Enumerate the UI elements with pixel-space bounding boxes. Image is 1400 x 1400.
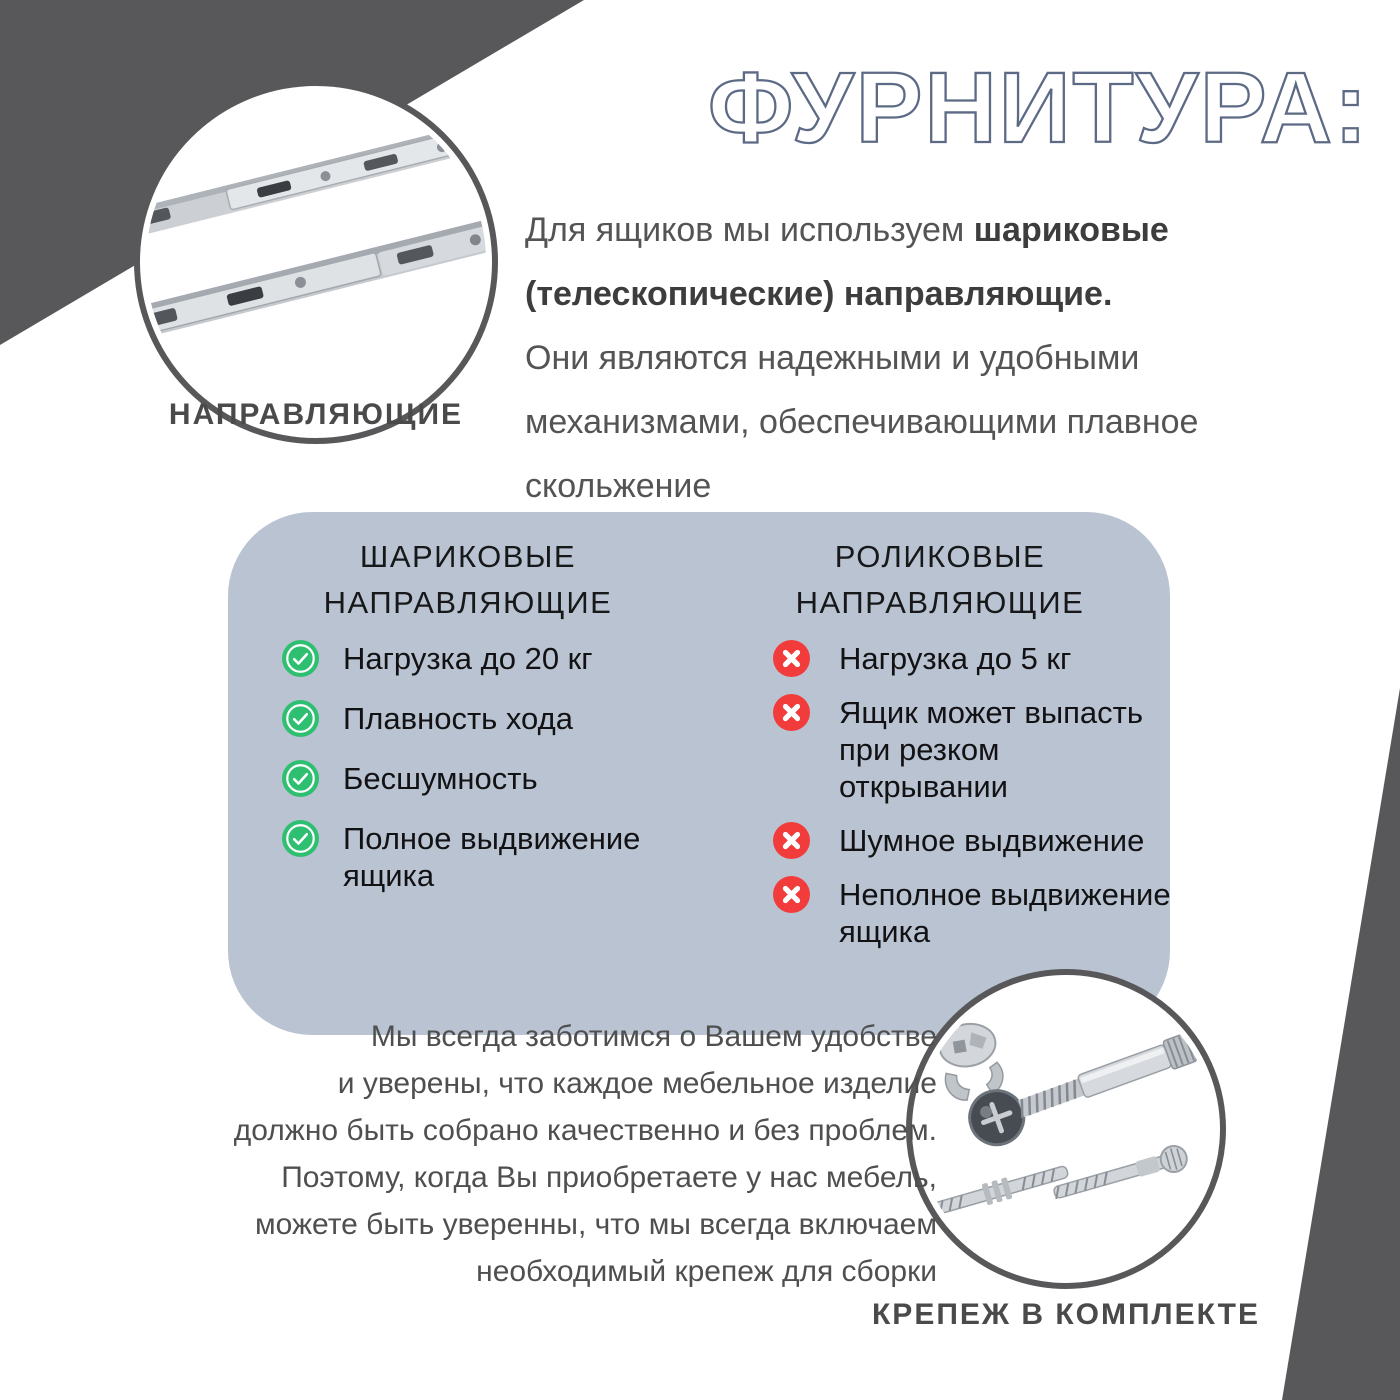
list-item: Плавность хода — [282, 700, 702, 737]
page-title: ФУРНИТУРА: — [708, 52, 1370, 164]
assembly-line-6: необходимый крепеж для сборки — [476, 1255, 937, 1288]
dowel-screw — [926, 1161, 1070, 1222]
dowel-screw — [1051, 1143, 1190, 1206]
cross-icon — [773, 876, 810, 913]
cross-icon — [773, 694, 810, 731]
list-item: Нагрузка до 5 кг — [773, 640, 1173, 677]
ball-slides-feature-list — [282, 640, 702, 894]
roller-slides-feature-list — [773, 640, 1173, 950]
assembly-line-1: Мы всегда заботимся о Вашем удобстве — [370, 1020, 937, 1053]
fasteners-photo — [906, 969, 1226, 1289]
list-item: Бесшумность — [282, 760, 702, 797]
fasteners-label: КРЕПЕЖ В КОМПЛЕКТЕ — [871, 1298, 1261, 1331]
drawer-slides-illustration — [140, 86, 492, 438]
list-item: Полное выдвижение ящика — [282, 820, 702, 894]
intro-line-2: (телескопические) направляющие. — [525, 275, 1113, 313]
assembly-paragraph — [60, 1013, 937, 1295]
check-icon — [282, 760, 319, 797]
assembly-line-4: Поэтому, когда Вы приобретаете у нас мебель, — [281, 1161, 937, 1194]
intro-line-3: Они являются надежными и удобными — [525, 339, 1140, 377]
cross-icon — [773, 640, 810, 677]
roller-slides-heading: РОЛИКОВЫЕ НАПРАВЛЯЮЩИЕ — [795, 539, 1085, 620]
list-item: Шумное выдвижение — [773, 822, 1173, 859]
intro-paragraph — [525, 198, 1205, 518]
drawer-slides-label: НАПРАВЛЯЮЩИЕ — [168, 398, 464, 431]
check-icon — [282, 820, 319, 857]
intro-line-1: Для ящиков мы используем шариковые — [525, 211, 1169, 249]
list-item: Ящик может выпасть при резком открывании — [773, 694, 1173, 805]
cross-icon — [773, 822, 810, 859]
check-icon — [282, 700, 319, 737]
intro-line-4: механизмами, обеспечивающими плавное — [525, 403, 1199, 441]
bottom-right-triangle — [1282, 688, 1400, 1400]
check-icon — [282, 640, 319, 677]
assembly-line-3: должно быть собрано качественно и без проблем. — [233, 1114, 937, 1147]
assembly-line-2: и уверены, что каждое мебельное изделие — [337, 1067, 937, 1100]
list-item: Неполное выдвижение ящика — [773, 876, 1173, 950]
assembly-line-5: можете быть уверенны, что мы всегда включаем — [255, 1208, 937, 1241]
list-item: Нагрузка до 20 кг — [282, 640, 702, 677]
drawer-slides-photo — [134, 80, 498, 444]
fasteners-illustration — [912, 975, 1220, 1283]
ball-slides-heading: ШАРИКОВЫЕ НАПРАВЛЯЮЩИЕ — [323, 539, 613, 620]
intro-line-5: скольжение — [525, 467, 712, 505]
